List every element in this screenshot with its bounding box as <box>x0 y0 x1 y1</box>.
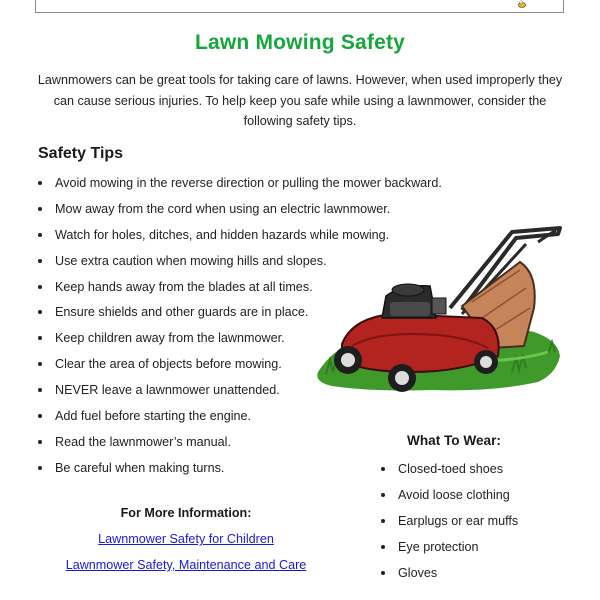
list-item: Keep children away from the lawnmower. <box>38 329 478 355</box>
rear-wheel-right <box>474 350 498 374</box>
list-item: Clear the area of objects before mowing. <box>38 355 478 381</box>
list-item: Watch for holes, ditches, and hidden hazards while mowing. <box>38 226 478 252</box>
what-to-wear-list <box>381 460 518 589</box>
what-to-wear-heading: What To Wear: <box>407 433 501 448</box>
rear-wheel-left <box>388 364 416 392</box>
safety-tips-heading: Safety Tips <box>38 145 124 162</box>
list-item: Mow away from the cord when using an electric lawnmower. <box>38 200 478 226</box>
intro-paragraph: Lawnmowers can be great tools for taking care of lawns. However, when used improperly they can cause serious injuries. To help keep you safe while using a lawnmower, consider the following safety tips. <box>37 73 563 128</box>
list-item: NEVER leave a lawnmower unattended. <box>38 381 478 407</box>
more-info-heading: For More Information: <box>120 506 252 520</box>
list-item: Keep hands away from the blades at all times. <box>38 278 478 304</box>
list-item: Closed-toed shoes <box>381 460 518 486</box>
list-item: Avoid loose clothing <box>381 486 518 512</box>
top-banner-frame <box>35 0 564 13</box>
page-title: Lawn Mowing Safety <box>194 31 406 54</box>
link-lawnmower-safety-children[interactable]: Lawnmower Safety for Children <box>98 532 274 546</box>
list-item: Use extra caution when mowing hills and slopes. <box>38 252 478 278</box>
list-item: Avoid mowing in the reverse direction or pulling the mower backward. <box>38 174 478 200</box>
list-item: Earplugs or ear muffs <box>381 512 518 538</box>
list-item: Gloves <box>381 564 518 590</box>
lawnmower-illustration <box>312 222 564 400</box>
link-lawnmower-safety-maintenance[interactable]: Lawnmower Safety, Maintenance and Care <box>65 558 307 572</box>
front-wheel <box>334 346 362 374</box>
list-item: Eye protection <box>381 538 518 564</box>
list-item: Ensure shields and other guards are in place. <box>38 303 478 329</box>
bee-icon <box>517 0 527 8</box>
list-item: Be careful when making turns. <box>38 459 478 485</box>
list-item: Add fuel before starting the engine. <box>38 407 478 433</box>
list-item: Read the lawnmower’s manual. <box>38 433 478 459</box>
